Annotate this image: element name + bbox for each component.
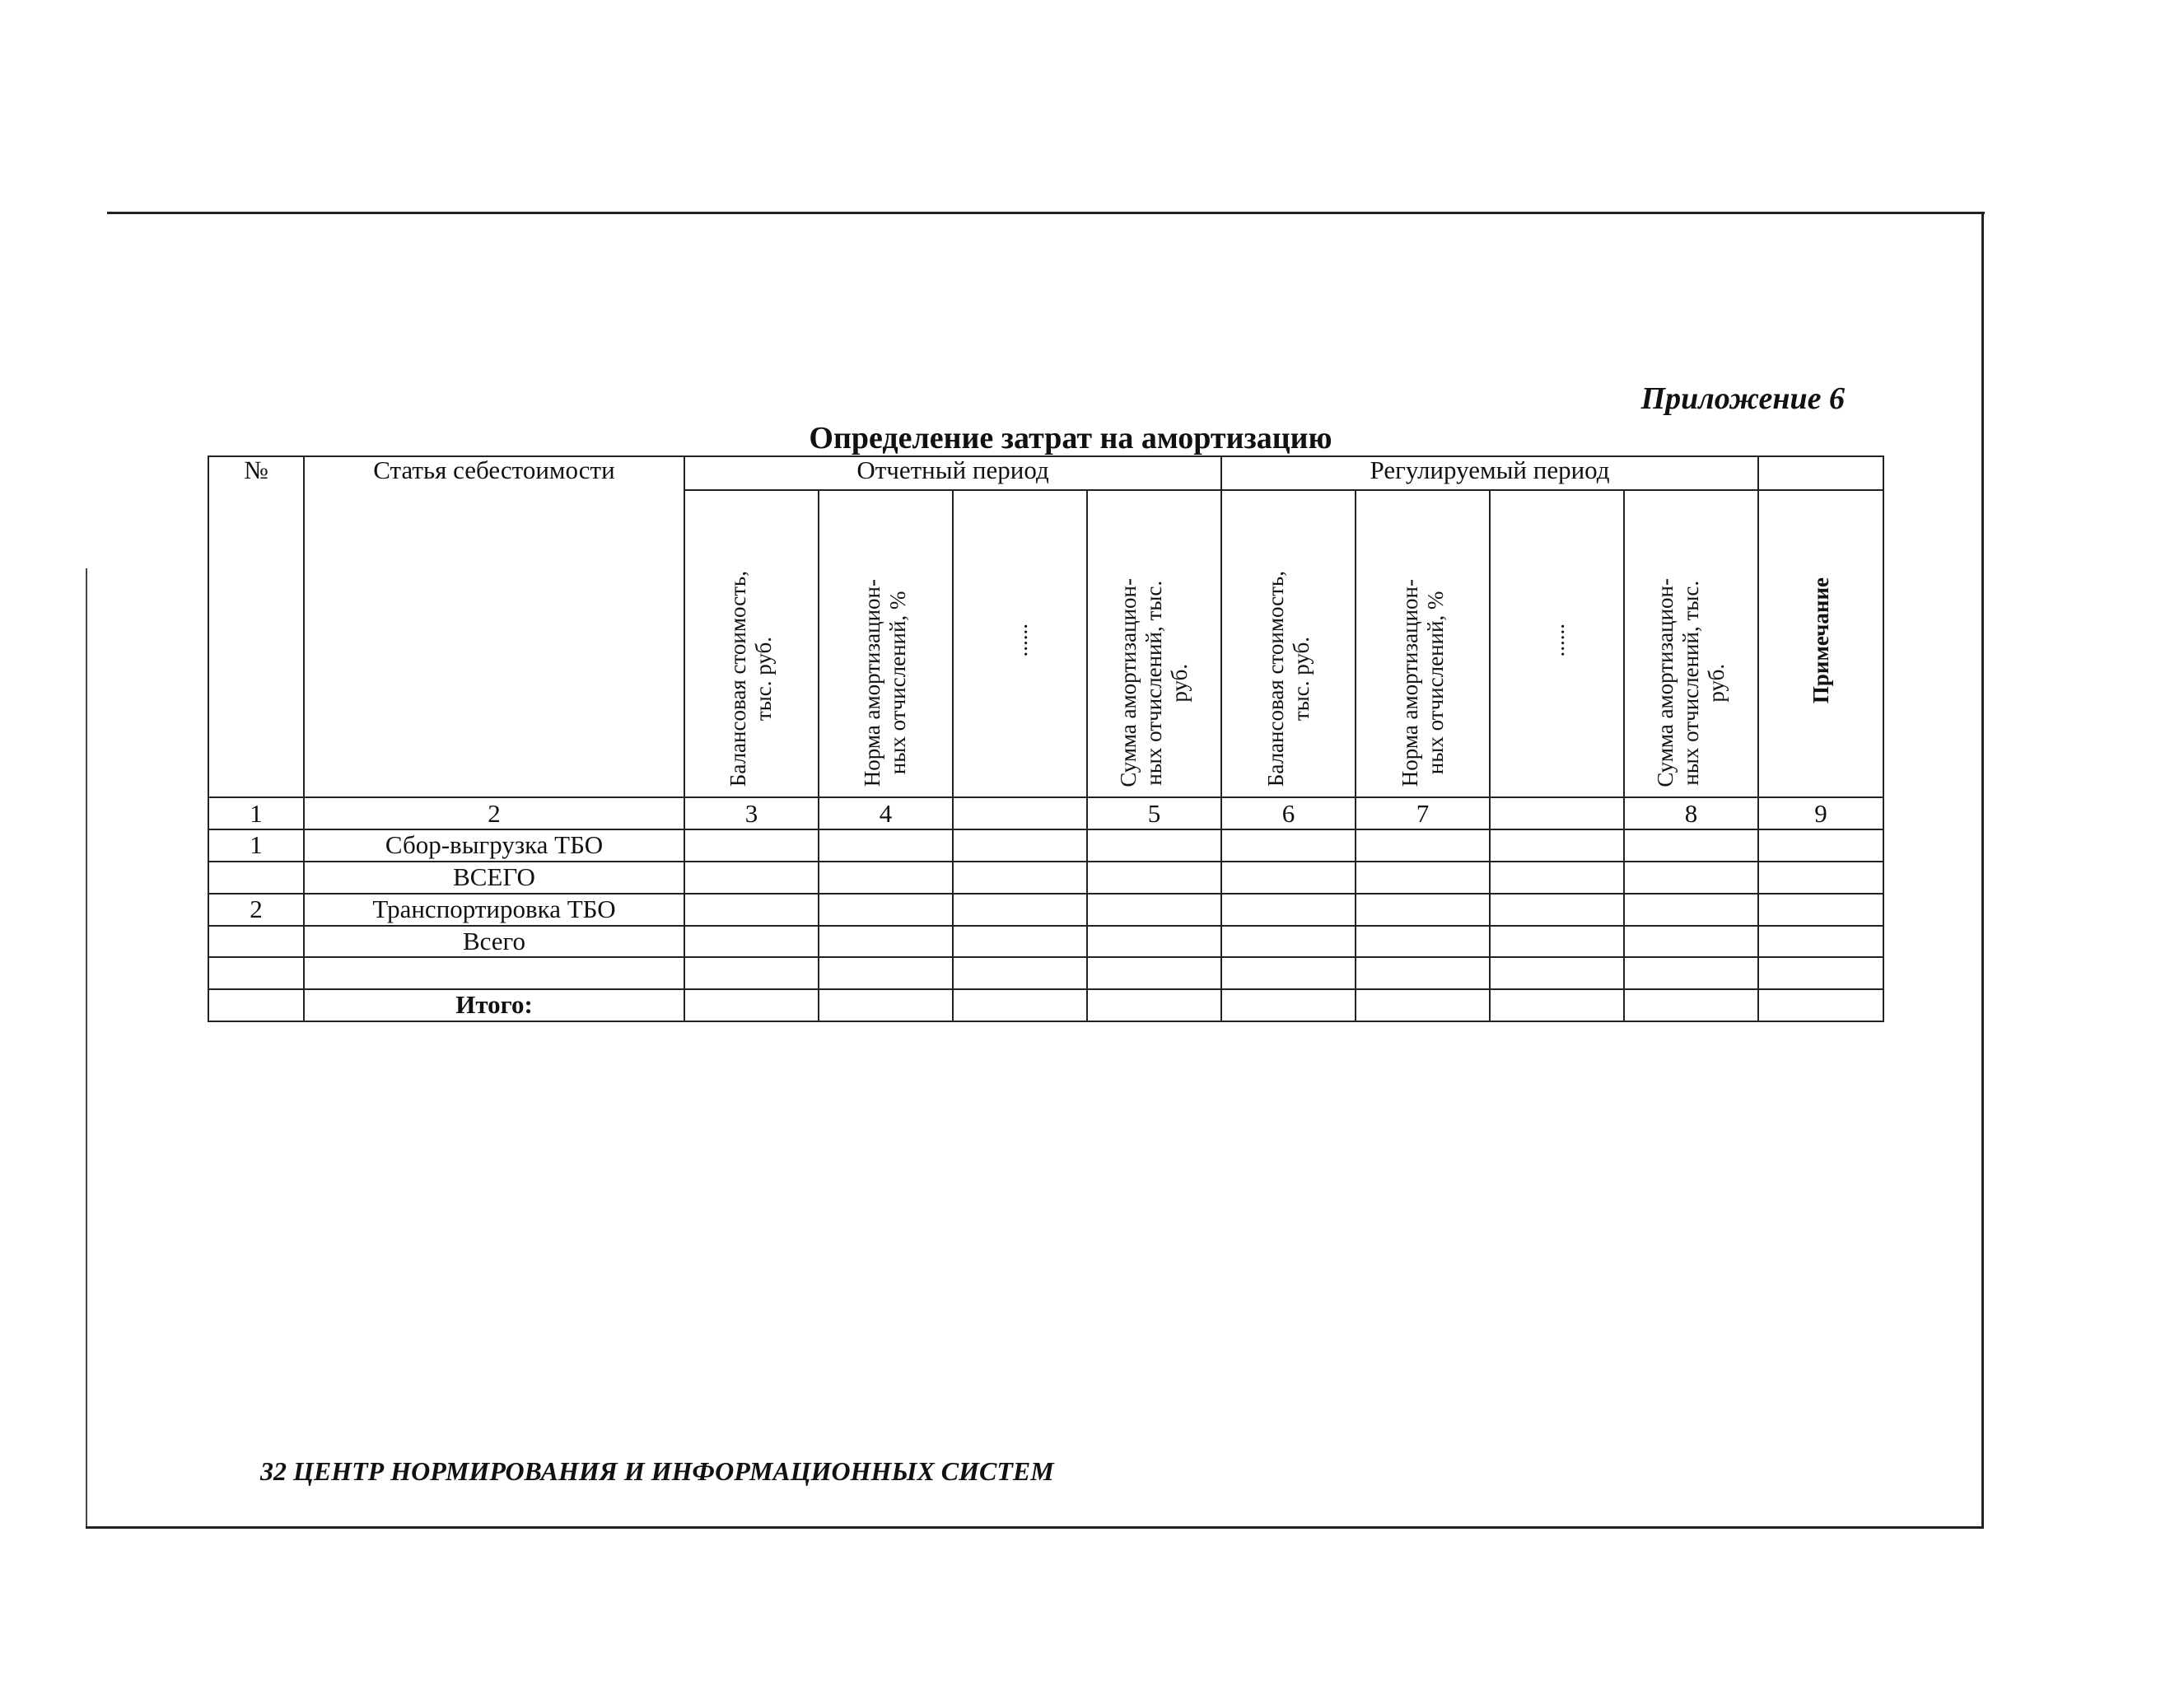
empty-cell — [684, 926, 819, 958]
header-sub-7-text: Норма амортизацион- ных отчислений, % — [1397, 579, 1448, 787]
table-row-total — [208, 989, 1883, 1021]
empty-cell — [953, 926, 1087, 958]
colnum-4: 4 — [819, 797, 953, 829]
header-note-text: Примечание — [1808, 577, 1833, 704]
empty-cell — [1490, 862, 1624, 894]
row-no: 2 — [208, 894, 304, 926]
empty-cell — [1758, 862, 1883, 894]
page-frame-top — [107, 212, 1985, 214]
document-title: Определение затрат на амортизацию — [809, 421, 1332, 455]
empty-cell — [1624, 829, 1758, 862]
header-row-groups — [208, 456, 1883, 490]
header-sub-3-text: Балансовая стоимость, тыс. руб. — [726, 571, 777, 787]
colnum-1: 1 — [208, 797, 304, 829]
empty-cell — [1087, 862, 1221, 894]
row-no — [208, 926, 304, 958]
row-no — [208, 862, 304, 894]
header-sub-5-text: Сумма амортизацион- ных отчислений, тыс. руб. — [1115, 577, 1192, 787]
empty-cell — [1356, 894, 1490, 926]
empty-cell — [953, 894, 1087, 926]
header-sub-ellipsis-1 — [953, 490, 1087, 798]
row-no: 1 — [208, 829, 304, 862]
empty-cell — [1490, 829, 1624, 862]
header-sub-4-text: Норма амортизацион- ных отчислений, % — [860, 579, 911, 787]
header-sub-6 — [1221, 490, 1356, 798]
table-row — [208, 926, 1883, 958]
empty-cell — [1087, 957, 1221, 989]
header-note-top — [1758, 456, 1883, 490]
empty-cell — [1758, 829, 1883, 862]
empty-cell — [1087, 829, 1221, 862]
empty-cell — [819, 957, 953, 989]
empty-cell — [684, 862, 819, 894]
empty-cell — [1624, 989, 1758, 1021]
page-frame-right — [1981, 212, 1984, 1528]
empty-cell — [1221, 894, 1356, 926]
empty-cell — [1221, 989, 1356, 1021]
header-item: Статья себестоимости — [304, 456, 684, 797]
empty-cell — [1490, 989, 1624, 1021]
header-reporting-period: Отчетный период — [684, 456, 1221, 490]
empty-cell — [1087, 989, 1221, 1021]
empty-cell — [819, 926, 953, 958]
header-sub-8 — [1624, 490, 1758, 798]
table-row — [208, 829, 1883, 862]
empty-cell — [1758, 926, 1883, 958]
page-footer: 32 ЦЕНТР НОРМИРОВАНИЯ И ИНФОРМАЦИОННЫХ СИСТЕМ — [260, 1456, 1054, 1486]
empty-cell — [1624, 926, 1758, 958]
header-sub-ellipsis-1-text: ...... — [1006, 624, 1032, 657]
empty-cell — [1356, 862, 1490, 894]
empty-cell — [953, 829, 1087, 862]
empty-cell — [953, 989, 1087, 1021]
colnum-blank-2 — [1490, 797, 1624, 829]
empty-cell — [1490, 894, 1624, 926]
empty-cell — [1758, 957, 1883, 989]
header-sub-5 — [1087, 490, 1221, 798]
empty-cell — [819, 829, 953, 862]
page-frame-bottom — [86, 1526, 1984, 1529]
empty-cell — [1490, 926, 1624, 958]
header-sub-ellipsis-2-text: ...... — [1544, 624, 1570, 657]
empty-cell — [1624, 894, 1758, 926]
empty-cell — [1356, 829, 1490, 862]
header-note — [1758, 490, 1883, 798]
row-no — [208, 957, 304, 989]
empty-cell — [684, 829, 819, 862]
empty-cell — [1221, 862, 1356, 894]
empty-cell — [684, 894, 819, 926]
empty-cell — [1356, 926, 1490, 958]
colnum-5: 5 — [1087, 797, 1221, 829]
empty-cell — [819, 862, 953, 894]
empty-cell — [1221, 926, 1356, 958]
empty-cell — [1221, 957, 1356, 989]
empty-cell — [684, 957, 819, 989]
colnum-9: 9 — [1758, 797, 1883, 829]
row-item — [304, 957, 684, 989]
colnum-8: 8 — [1624, 797, 1758, 829]
colnum-6: 6 — [1221, 797, 1356, 829]
empty-cell — [1087, 926, 1221, 958]
row-item-total: Итого: — [304, 989, 684, 1021]
table-row — [208, 894, 1883, 926]
empty-cell — [1758, 989, 1883, 1021]
header-sub-6-text: Балансовая стоимость, тыс. руб. — [1262, 571, 1314, 787]
page-frame-left — [86, 568, 87, 1528]
empty-cell — [684, 989, 819, 1021]
empty-cell — [1356, 957, 1490, 989]
empty-cell — [953, 957, 1087, 989]
row-item: Всего — [304, 926, 684, 958]
empty-cell — [819, 894, 953, 926]
row-item: ВСЕГО — [304, 862, 684, 894]
row-item: Транспортировка ТБО — [304, 894, 684, 926]
header-sub-8-text: Сумма амортизацион- ных отчислений, тыс. руб. — [1652, 577, 1729, 787]
empty-cell — [953, 862, 1087, 894]
header-sub-4 — [819, 490, 953, 798]
table-row — [208, 957, 1883, 989]
empty-cell — [1758, 894, 1883, 926]
depreciation-table — [208, 455, 1884, 1022]
colnum-2: 2 — [304, 797, 684, 829]
table-row — [208, 862, 1883, 894]
column-numbering-row — [208, 797, 1883, 829]
empty-cell — [1087, 894, 1221, 926]
colnum-7: 7 — [1356, 797, 1490, 829]
empty-cell — [1624, 957, 1758, 989]
appendix-label: Приложение 6 — [1640, 381, 1845, 416]
header-no: № — [208, 456, 304, 797]
header-regulated-period: Регулируемый период — [1221, 456, 1758, 490]
empty-cell — [1221, 829, 1356, 862]
row-no — [208, 989, 304, 1021]
empty-cell — [1356, 989, 1490, 1021]
header-sub-ellipsis-2 — [1490, 490, 1624, 798]
colnum-3: 3 — [684, 797, 819, 829]
header-sub-3 — [684, 490, 819, 798]
header-sub-7 — [1356, 490, 1490, 798]
row-item: Сбор-выгрузка ТБО — [304, 829, 684, 862]
colnum-blank-1 — [953, 797, 1087, 829]
empty-cell — [1624, 862, 1758, 894]
empty-cell — [819, 989, 953, 1021]
empty-cell — [1490, 957, 1624, 989]
